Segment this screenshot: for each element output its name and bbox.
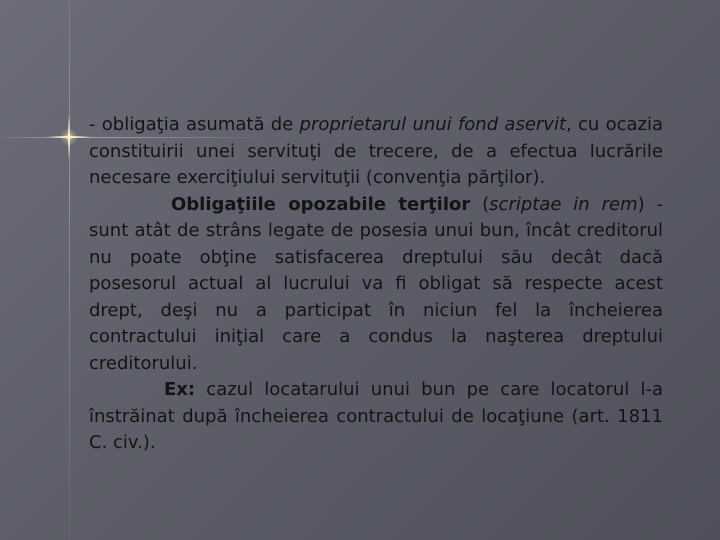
text-run: cazul locatarului unui bun pe care locatorul l-a înstrăinat după încheierea contractului de locaţiune (art. 1811 C. civ.). bbox=[89, 379, 663, 453]
text-run: - obligaţia asumată de bbox=[89, 114, 300, 135]
italic-text-run: proprietarul unui fond aservit bbox=[299, 114, 567, 135]
paragraph-obligatii-opozabile bbox=[89, 192, 663, 378]
decorative-vertical-line bbox=[69, 0, 70, 540]
text-run: ) - sunt atât de strâns legate de posesia unui bun, încât creditorul nu poate obţine satisfacerea dreptului său decât dacă posesorul actual al lucrului va fi obligat să respecte acest drept, deşi nu a participat în niciun fel la încheierea contractului iniţial care a condus la naşterea dreptului creditorului. bbox=[89, 193, 663, 374]
sparkle-icon bbox=[45, 113, 93, 161]
text-run: ( bbox=[470, 193, 490, 215]
paragraph-exemplu bbox=[89, 377, 663, 457]
paragraph-obligatia-asumata bbox=[89, 112, 663, 192]
bold-term: Ex: bbox=[164, 379, 196, 400]
bold-term: Obligaţiile opozabile terţilor bbox=[171, 193, 471, 215]
text-run: , cu ocazia constituirii unei servituţi de trecere, de a efectua lucrările necesare exerciţiului servituţii (convenţia părţilor). bbox=[89, 114, 664, 188]
italic-text-run: scriptae in rem bbox=[489, 193, 638, 215]
slide-body-text bbox=[89, 112, 663, 457]
